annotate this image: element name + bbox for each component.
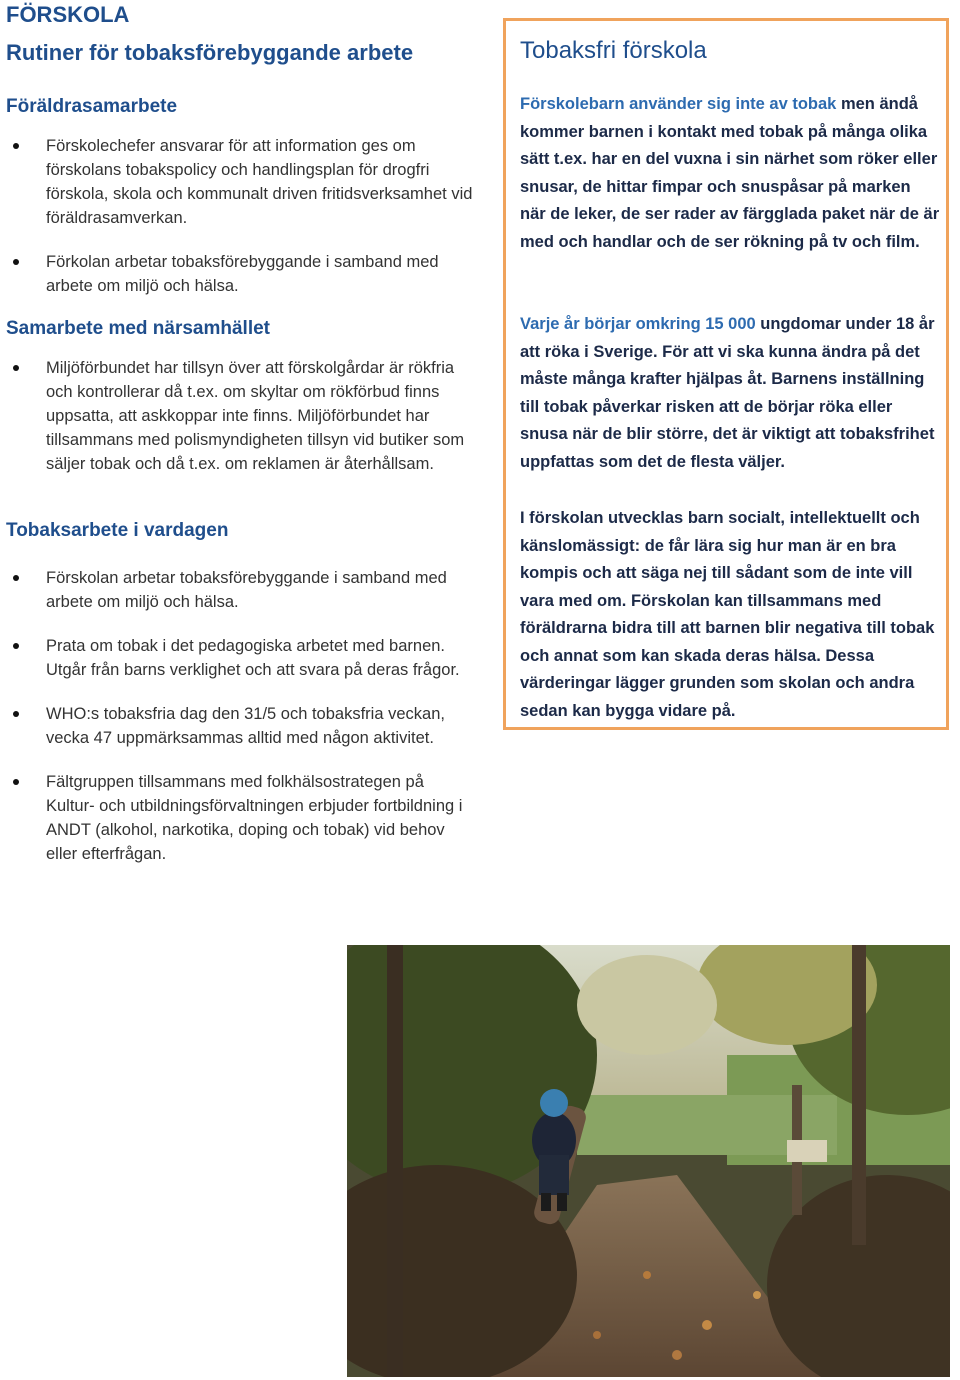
list-item: Prata om tobak i det pedagogiska arbetet med barnen. Utgår från barns verklighet och att svara på deras frågor.	[6, 634, 476, 682]
bullet-icon	[13, 779, 19, 785]
photo-child-on-forest-path	[347, 945, 950, 1377]
section-heading-everyday: Tobaksarbete i vardagen	[6, 520, 229, 541]
photo-illustration	[347, 945, 950, 1377]
sidebar-title: Tobaksfri förskola	[520, 37, 707, 64]
sidebar-paragraph-3: I förskolan utvecklas barn socialt, intellektuellt och känslomässigt: de får lära sig hur man är en bra kompis och att säga nej till sådant som de inte vill vara med om. Förskolan kan tillsammans med föräldrarna bidra till att barnen blir negativa till tobak och annat som kan skada deras hälsa. Dessa värderingar lägger grunden som skolan och andra sedan kan bygga vidare på.	[520, 509, 935, 720]
list-item: Förskolan arbetar tobaksförebyggande i samband med arbete om miljö och hälsa.	[6, 566, 476, 614]
sidebar-box	[503, 18, 949, 730]
bullet-icon	[13, 575, 19, 581]
sidebar-paragraph-2: Varje år börjar omkring 15 000 ungdomar under 18 år att röka i Sverige. För att vi ska kunna ändra på det måste många krafter hjälpas åt. Barnens inställning till tobak påverkar risken att de börjar röka eller snusa när de blir större, det är viktigt att tobaksfrihet uppfattas som det de flesta väljer.	[520, 315, 935, 471]
section-heading-parents: Föräldrasamarbete	[6, 96, 178, 117]
list-item: Förskolechefer ansvarar för att information ges om förskolans tobakspolicy och handlingsplan för drogfri förskola, skola och kommunalt driven fritidsverksamhet vid föräldrasamverkan.	[6, 134, 476, 230]
page-subtitle: Rutiner för tobaksförebyggande arbete	[6, 40, 414, 65]
list-item: Fältgruppen tillsammans med folkhälsostrategen på Kultur- och utbildningsförvaltningen erbjuder fortbildning i ANDT (alkohol, narkotika, doping och tobak) vid behov eller efterfrågan.	[6, 770, 476, 866]
bullet-icon	[13, 643, 19, 649]
bullet-icon	[13, 711, 19, 717]
list-item: Miljöförbundet har tillsyn över att förskolgårdar är rökfria och kontrollerar då t.ex. om skyltar om rökförbud finns uppsatta, att askkoppar inte finns. Miljöförbundet har tillsammans med polismyndigheten tillsyn vid butiker som säljer tobak och då t.ex. om reklamen är återhållsam.	[6, 356, 476, 476]
page-title: FÖRSKOLA	[6, 2, 130, 27]
bullet-icon	[13, 143, 19, 149]
sidebar-paragraph-1: Förskolebarn använder sig inte av tobak men ändå kommer barnen i kontakt med tobak på många olika sätt t.ex. har en del vuxna i sin närhet som röker eller snusar, de hittar fimpar och snuspåsar på marken när de leker, de ser rader av färgglada paket när de är med och handlar och de ser rökning på tv och film.	[520, 95, 940, 251]
list-community	[6, 356, 476, 476]
list-parents	[6, 134, 476, 298]
list-everyday	[6, 566, 476, 866]
list-item: Förkolan arbetar tobaksförebyggande i samband med arbete om miljö och hälsa.	[6, 250, 476, 298]
list-item: WHO:s tobaksfria dag den 31/5 och tobaksfria veckan, vecka 47 uppmärksammas alltid med någon aktivitet.	[6, 702, 476, 750]
section-heading-community: Samarbete med närsamhället	[6, 318, 271, 339]
bullet-icon	[13, 365, 19, 371]
bullet-icon	[13, 259, 19, 265]
